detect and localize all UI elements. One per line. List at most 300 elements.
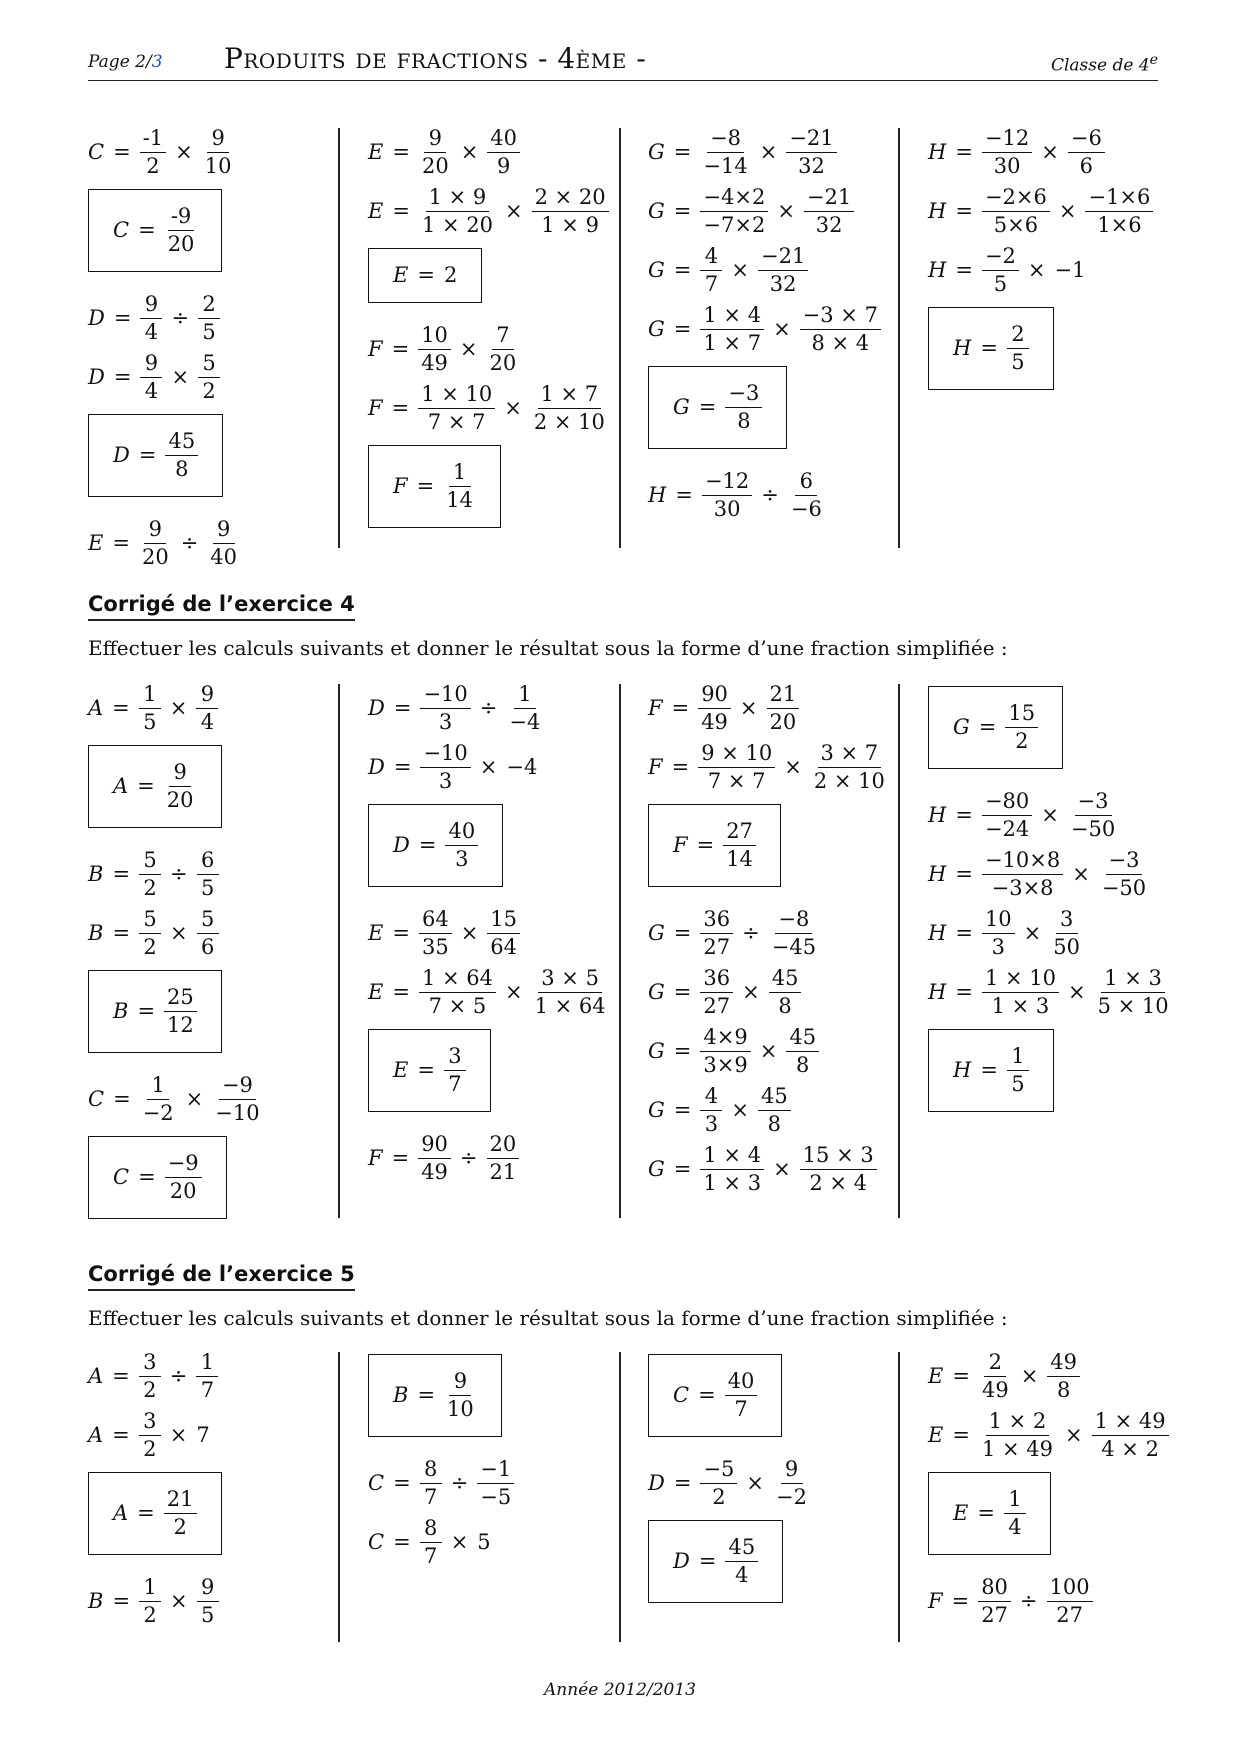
equals-sign: = (673, 317, 692, 341)
times-sign: × (742, 980, 760, 1004)
variable-name: A (88, 1423, 104, 1447)
variable-name: C (673, 1383, 690, 1407)
numerator: 27 (723, 821, 756, 846)
fraction (418, 384, 495, 433)
ex3-column-3 (648, 128, 918, 530)
numerator: 100 (1047, 1577, 1093, 1602)
numerator: 5 (139, 850, 161, 875)
equals-sign: = (671, 696, 690, 720)
times-sign: × (1020, 1364, 1039, 1388)
boxed-result (928, 305, 1198, 402)
page-footer: Année 2012/2013 (544, 1680, 696, 1700)
numerator: −21 (758, 246, 808, 271)
numerator: 3 (444, 1046, 466, 1071)
denominator: 5 (200, 876, 215, 900)
fraction (1007, 1046, 1029, 1095)
equals-sign: = (138, 218, 156, 242)
equals-sign: = (392, 140, 410, 164)
numerator: 1 (147, 1075, 169, 1100)
variable-name: F (368, 337, 383, 361)
variable-name: E (928, 1423, 944, 1447)
math-expression (928, 1577, 1198, 1626)
numerator: 9 × 10 (698, 743, 775, 768)
math-expression (88, 353, 358, 402)
fraction (1068, 791, 1118, 840)
denominator: −2 (776, 1485, 807, 1509)
fraction (197, 1577, 219, 1626)
numerator: −1×6 (1085, 187, 1153, 212)
math-expression (368, 909, 638, 958)
numerator: 45 (769, 968, 802, 993)
numerator: −8 (775, 909, 812, 934)
fraction (139, 909, 161, 958)
math-expression (648, 305, 918, 354)
equals-sign: = (137, 999, 156, 1023)
math-expression (88, 294, 358, 343)
boxed-result (368, 443, 638, 540)
fraction (700, 128, 750, 177)
fraction (700, 1145, 764, 1194)
denominator: 40 (210, 545, 238, 569)
class-label: Classe de 4e (1050, 52, 1158, 76)
numerator: −2×6 (982, 187, 1050, 212)
numerator: 15 (487, 909, 520, 934)
numerator: 2 (198, 294, 220, 319)
fraction (700, 1086, 722, 1135)
math-expression (648, 684, 918, 733)
denominator: 5 (202, 320, 216, 344)
math-expression (88, 684, 358, 733)
numerator: 10 (418, 325, 451, 350)
fraction (532, 968, 609, 1017)
fraction (487, 1134, 520, 1183)
numerator: 4×9 (700, 1027, 750, 1052)
variable-name: E (368, 921, 384, 945)
equals-sign: = (417, 263, 435, 287)
denominator: 2 × 10 (813, 769, 885, 793)
variable-name: A (113, 1501, 129, 1525)
times-sign: × (1067, 980, 1086, 1004)
fraction (700, 909, 733, 958)
equals-sign: = (952, 1423, 970, 1447)
times-sign: × (169, 1423, 188, 1447)
numerator: 80 (978, 1577, 1011, 1602)
denominator: 64 (490, 935, 518, 959)
equals-sign: = (698, 395, 717, 419)
numerator: 7 (492, 325, 514, 350)
numerator: −3 (1106, 850, 1143, 875)
boxed-result (368, 1027, 638, 1124)
variable-name: D (368, 755, 385, 779)
fraction (1050, 909, 1083, 958)
numerator: −12 (982, 128, 1032, 153)
fraction (140, 353, 162, 402)
denominator: 3 (438, 769, 453, 793)
result-box (368, 804, 503, 887)
numerator: 21 (767, 684, 800, 709)
variable-name: B (393, 1383, 409, 1407)
ex4-column-4 (928, 684, 1198, 1134)
numerator: 9 (144, 519, 166, 544)
fraction (531, 384, 608, 433)
equals-sign: = (393, 696, 412, 720)
numerator: −10×8 (982, 850, 1063, 875)
variable-name: H (928, 921, 947, 945)
fraction (444, 1371, 477, 1420)
numerator: 25 (164, 987, 197, 1012)
fraction (702, 471, 752, 520)
section-title: Corrigé de l’exercice 4 (88, 592, 355, 621)
boxed-result (648, 364, 918, 461)
value: 5 (477, 1530, 491, 1554)
times-sign: × (784, 755, 802, 779)
variable-name: G (648, 199, 665, 223)
numerator: 9 (449, 1371, 471, 1396)
math-expression (88, 128, 358, 177)
math-expression (368, 384, 638, 433)
numerator: 3 (1056, 909, 1078, 934)
math-expression (368, 968, 638, 1017)
denominator: 20 (141, 545, 169, 569)
times-sign: × (746, 1471, 765, 1495)
numerator: 5 (198, 353, 220, 378)
variable-name: D (88, 365, 105, 389)
denominator: −24 (984, 817, 1030, 841)
equals-sign: = (673, 1471, 692, 1495)
boxed-result (88, 743, 358, 840)
document-title: Produits de fractions - 4ème - (224, 42, 647, 75)
variable-name: E (368, 980, 384, 1004)
fraction (700, 305, 764, 354)
times-sign: × (459, 337, 478, 361)
numerator: −5 (700, 1459, 737, 1484)
equals-sign: = (112, 1364, 130, 1388)
variable-name: G (673, 395, 690, 419)
denominator: 50 (1053, 935, 1081, 959)
math-expression (648, 968, 918, 1017)
fraction (140, 1075, 177, 1124)
denominator: 4 (200, 710, 215, 734)
variable-name: A (88, 1364, 104, 1388)
equals-sign: = (955, 921, 973, 945)
denominator: 7 (424, 1485, 438, 1509)
fraction (420, 743, 470, 792)
denominator: 21 (489, 1160, 517, 1184)
denominator: 1 × 3 (991, 994, 1050, 1018)
variable-name: F (648, 696, 663, 720)
variable-name: F (673, 833, 688, 857)
fraction (165, 206, 198, 255)
math-expression (928, 791, 1198, 840)
denominator: 12 (167, 1013, 194, 1037)
ex3-column-1 (88, 128, 358, 578)
numerator: −10 (420, 684, 470, 709)
denominator: 8 (796, 1053, 810, 1077)
numerator: 49 (1047, 1352, 1080, 1377)
denominator: 4 × 2 (1101, 1437, 1159, 1461)
numerator: 3 × 5 (538, 968, 602, 993)
variable-name: F (648, 755, 663, 779)
equals-sign: = (392, 199, 410, 223)
fraction (698, 743, 775, 792)
fraction (139, 684, 161, 733)
denominator: 35 (421, 935, 449, 959)
equals-sign: = (955, 258, 973, 282)
variable-name: H (928, 803, 947, 827)
times-sign: × (175, 140, 193, 164)
times-sign: × (1041, 803, 1059, 827)
fraction (164, 1489, 197, 1538)
numerator: −10 (420, 743, 470, 768)
denominator: 20 (166, 788, 194, 812)
equals-sign: = (955, 980, 973, 1004)
fraction (982, 128, 1032, 177)
equals-sign: = (417, 1058, 435, 1082)
denominator: 2 (143, 1437, 157, 1461)
numerator: 4 (700, 246, 722, 271)
numerator: −12 (702, 471, 752, 496)
divide-sign: ÷ (171, 306, 190, 330)
numerator: 45 (758, 1086, 791, 1111)
numerator: 9 (781, 1459, 803, 1484)
math-expression (368, 684, 638, 733)
numerator: 1 × 7 (538, 384, 602, 409)
times-sign: × (773, 317, 791, 341)
equals-sign: = (393, 755, 412, 779)
denominator: 20 (421, 154, 449, 178)
times-sign: × (759, 1039, 778, 1063)
math-expression (368, 1459, 638, 1508)
fraction (198, 294, 220, 343)
denominator: 5 (1011, 1072, 1025, 1096)
boxed-result (368, 1352, 638, 1449)
denominator: 8 (737, 409, 751, 433)
denominator: 32 (815, 213, 843, 237)
numerator: 4 (700, 1086, 722, 1111)
equals-sign: = (416, 474, 435, 498)
numerator: 20 (487, 1134, 520, 1159)
denominator: 4 (735, 1563, 749, 1587)
denominator: −6 (790, 497, 822, 521)
equals-sign: = (417, 1383, 436, 1407)
fraction (139, 1411, 161, 1460)
equals-sign: = (673, 258, 692, 282)
ex4-column-2 (368, 684, 638, 1193)
fraction (700, 1459, 737, 1508)
ex5-column-4 (928, 1352, 1198, 1636)
times-sign: × (171, 365, 190, 389)
page-number: Page 2/3 (88, 52, 163, 72)
denominator: 6 (1079, 154, 1094, 178)
math-expression (88, 1075, 358, 1124)
fraction (700, 246, 722, 295)
times-sign: × (1027, 258, 1046, 282)
numerator: 45 (786, 1027, 819, 1052)
numerator: 21 (164, 1489, 197, 1514)
denominator: −10 (215, 1101, 260, 1125)
numerator: 3 (139, 1352, 161, 1377)
numerator: 6 (795, 471, 817, 496)
times-sign: × (1072, 862, 1090, 886)
variable-name: D (673, 1549, 690, 1573)
denominator: 49 (421, 351, 448, 375)
fraction (164, 987, 197, 1036)
variable-name: E (928, 1364, 944, 1388)
variable-name: G (648, 1157, 665, 1181)
numerator: 1 × 10 (418, 384, 495, 409)
equals-sign: = (673, 1039, 692, 1063)
variable-name: B (88, 1589, 104, 1613)
variable-name: D (113, 443, 130, 467)
denominator: 2 (143, 935, 157, 959)
page-header (88, 40, 1158, 81)
denominator: 2 (712, 1485, 726, 1509)
numerator: −9 (219, 1075, 256, 1100)
math-expression (648, 1027, 918, 1076)
numerator: −21 (786, 128, 836, 153)
numerator: −80 (982, 791, 1032, 816)
times-sign: × (460, 140, 479, 164)
denominator: 2 (146, 154, 160, 178)
denominator: 49 (421, 1160, 448, 1184)
math-expression (928, 187, 1198, 236)
fraction (725, 1371, 758, 1420)
equals-sign: = (673, 921, 692, 945)
equals-sign: = (673, 980, 692, 1004)
boxed-result (648, 802, 918, 899)
times-sign: × (170, 921, 188, 945)
equals-sign: = (112, 696, 130, 720)
math-expression (928, 968, 1198, 1017)
equals-sign: = (980, 1058, 998, 1082)
denominator: 5 (993, 272, 1008, 296)
times-sign: × (504, 199, 523, 223)
divide-sign: ÷ (169, 1364, 188, 1388)
ex5-column-3 (648, 1352, 918, 1625)
equals-sign: = (391, 337, 410, 361)
ex3-column-4 (928, 128, 1198, 412)
math-expression (368, 325, 638, 374)
exercise-instructions: Effectuer les calculs suivants et donner le résultat sous la forme d’une fraction simplifiée : (88, 1306, 1008, 1330)
numerator: −3 (1075, 791, 1112, 816)
equals-sign: = (978, 715, 997, 739)
numerator: 1 × 49 (1092, 1411, 1169, 1436)
result-box (928, 307, 1054, 390)
equals-sign: = (955, 199, 973, 223)
divide-sign: ÷ (479, 696, 498, 720)
denominator: −2 (142, 1101, 174, 1125)
fraction (419, 187, 496, 236)
numerator: −4×2 (700, 187, 768, 212)
value: 7 (196, 1423, 210, 1447)
equals-sign: = (671, 755, 690, 779)
denominator: 7 (200, 1378, 215, 1402)
denominator: 7 × 7 (427, 410, 486, 434)
fraction (419, 909, 452, 958)
denominator: 3 (991, 935, 1005, 959)
equals-sign: = (392, 980, 410, 1004)
result-box (368, 248, 482, 303)
boxed-result (368, 246, 638, 315)
fraction (769, 909, 819, 958)
variable-name: G (648, 258, 665, 282)
boxed-result (928, 684, 1198, 781)
variable-name: H (928, 258, 947, 282)
denominator: 5×6 (993, 213, 1039, 237)
times-sign: × (739, 696, 758, 720)
numerator: 1 (139, 684, 161, 709)
fraction (788, 471, 825, 520)
math-expression (88, 1352, 358, 1401)
denominator: −3×8 (991, 876, 1054, 900)
denominator: 8 × 4 (811, 331, 870, 355)
times-sign: × (1023, 921, 1042, 945)
times-sign: × (504, 396, 522, 420)
ex4-column-1 (88, 684, 358, 1241)
variable-name: H (928, 199, 947, 223)
times-sign: × (1058, 199, 1077, 223)
denominator: 7 (704, 272, 719, 296)
ex4-column-3 (648, 684, 918, 1204)
denominator: 20 (489, 351, 517, 375)
variable-name: H (928, 980, 947, 1004)
numerator: 1 (139, 1577, 161, 1602)
math-expression (368, 743, 638, 792)
numerator: 1 (514, 684, 536, 709)
numerator: -1 (140, 128, 166, 153)
equals-sign: = (955, 862, 973, 886)
denominator: 30 (993, 154, 1021, 178)
math-expression (648, 1459, 918, 1508)
result-box (88, 414, 223, 497)
denominator: 8 (175, 457, 189, 481)
numerator: 40 (487, 128, 520, 153)
exercise-instructions: Effectuer les calculs suivants et donner le résultat sous la forme d’une fraction simplifiée : (88, 636, 1008, 660)
denominator: 7 × 7 (707, 769, 766, 793)
fraction (786, 1027, 819, 1076)
math-expression (648, 128, 918, 177)
fraction (698, 684, 731, 733)
fraction (532, 187, 609, 236)
variable-name: G (648, 1039, 665, 1063)
page-total-link[interactable]: 3 (151, 52, 163, 72)
denominator: 1 × 9 (541, 213, 599, 237)
times-sign: × (169, 696, 188, 720)
variable-name: C (88, 1087, 105, 1111)
variable-name: F (928, 1589, 943, 1613)
boxed-result (88, 412, 358, 509)
equals-sign: = (392, 921, 410, 945)
result-box (88, 1472, 222, 1555)
fraction (164, 762, 197, 811)
denominator: 8 (767, 1112, 782, 1136)
fraction (444, 1046, 466, 1095)
numerator: 1 × 3 (1101, 968, 1165, 993)
equals-sign: = (673, 1098, 692, 1122)
equals-sign: = (955, 803, 973, 827)
divide-sign: ÷ (761, 483, 779, 507)
variable-name: C (113, 1165, 130, 1189)
numerator: 9 (196, 684, 218, 709)
denominator: 27 (981, 1603, 1008, 1627)
equals-sign: = (673, 140, 692, 164)
variable-name: F (368, 1146, 383, 1170)
section-title: Corrigé de l’exercice 5 (88, 1262, 355, 1291)
divide-sign: ÷ (1019, 1589, 1038, 1613)
numerator: 40 (445, 821, 478, 846)
fraction (445, 821, 478, 870)
fraction (979, 1411, 1056, 1460)
